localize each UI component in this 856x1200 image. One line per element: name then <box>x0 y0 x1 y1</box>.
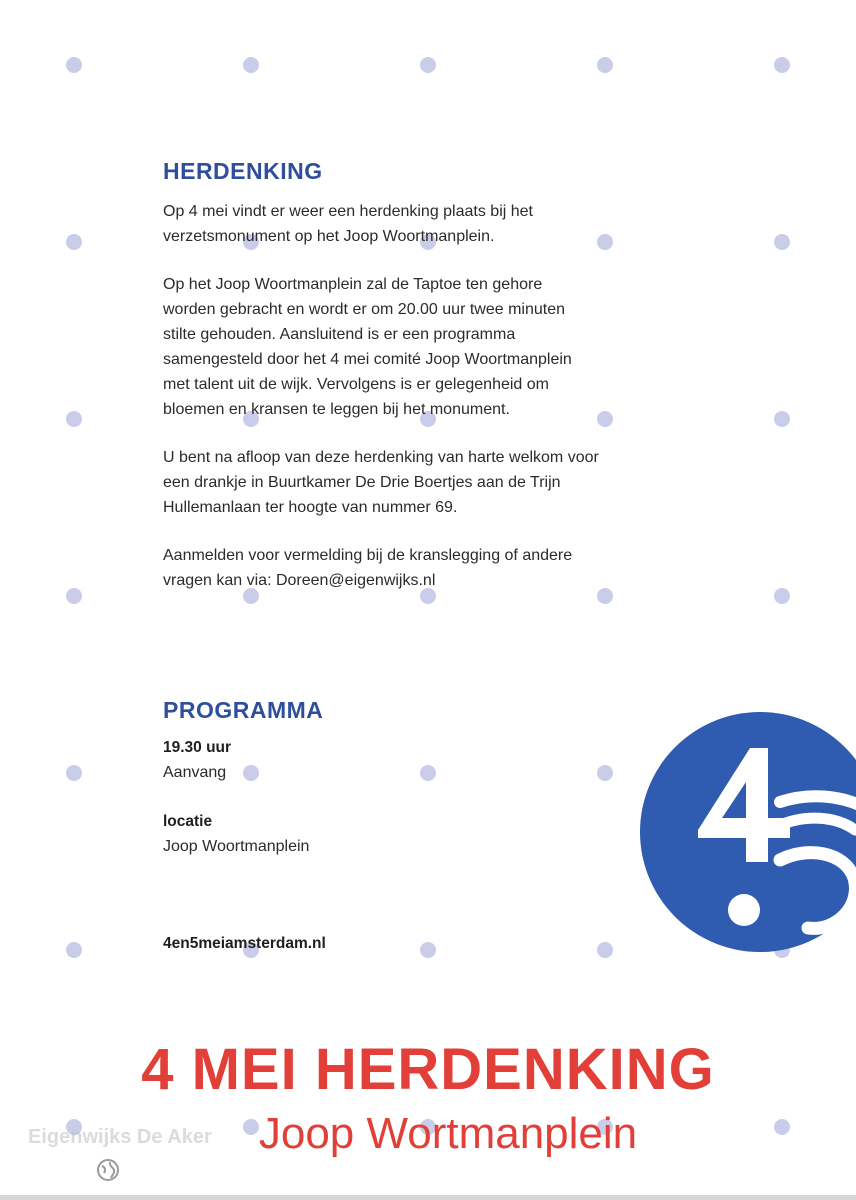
dot <box>597 765 613 781</box>
bottom-divider <box>0 1195 856 1200</box>
herdenking-paragraph-1: Op 4 mei vindt er weer een herdenking plaats bij het verzetsmonument op het Joop Woortmanplein. <box>163 203 533 245</box>
dot <box>66 234 82 250</box>
dot <box>597 57 613 73</box>
poster-title: 4 MEI HERDENKING <box>141 1037 715 1102</box>
herdenking-section <box>163 158 703 616</box>
dot <box>66 942 82 958</box>
globe-icon <box>96 1158 120 1182</box>
watermark-text: Eigenwijks De Aker <box>28 1126 212 1148</box>
dot <box>597 942 613 958</box>
dot <box>774 411 790 427</box>
website-link[interactable]: 4en5meiamsterdam.nl <box>163 935 326 952</box>
dot <box>66 57 82 73</box>
dot <box>66 411 82 427</box>
dot <box>243 57 259 73</box>
programma-location-label: locatie <box>163 813 213 830</box>
programma-time-value: Aanvang <box>163 764 227 781</box>
herdenking-paragraph-2: Op het Joop Woortmanplein zal de Taptoe ten gehore worden gebracht en wordt er om 20.00 uur twee minuten stilte gehouden. Aansluitend is er een programma samengesteld door het 4 mei comité Joop Woortmanplein met talent uit de wijk. Vervolgens is er gelegenheid om bloemen en kransen te leggen bij het monument. <box>163 276 572 418</box>
dot <box>420 942 436 958</box>
programma-section <box>163 697 563 884</box>
herdenking-paragraph-3: U bent na afloop van deze herdenking van harte welkom voor een drankje in Buurtkamer De Drie Boertjes aan de Trijn Hullemanlaan ter hoogte van nummer 69. <box>163 449 599 516</box>
poster-subtitle: Joop Wortmanplein <box>258 1109 638 1158</box>
programma-time-label: 19.30 uur <box>163 739 232 756</box>
dot <box>774 57 790 73</box>
dot <box>420 57 436 73</box>
4-en-5-mei-logo-icon <box>640 710 856 955</box>
dot <box>66 765 82 781</box>
herdenking-heading: HERDENKING <box>163 158 323 184</box>
programma-location-value: Joop Woortmanplein <box>163 838 310 855</box>
dot <box>66 588 82 604</box>
dot <box>774 234 790 250</box>
herdenking-paragraph-4: Aanmelden voor vermelding bij de kranslegging of andere vragen kan via: Doreen@eigenwijks.nl <box>163 547 573 589</box>
dot <box>774 588 790 604</box>
programma-heading: PROGRAMMA <box>163 697 324 723</box>
